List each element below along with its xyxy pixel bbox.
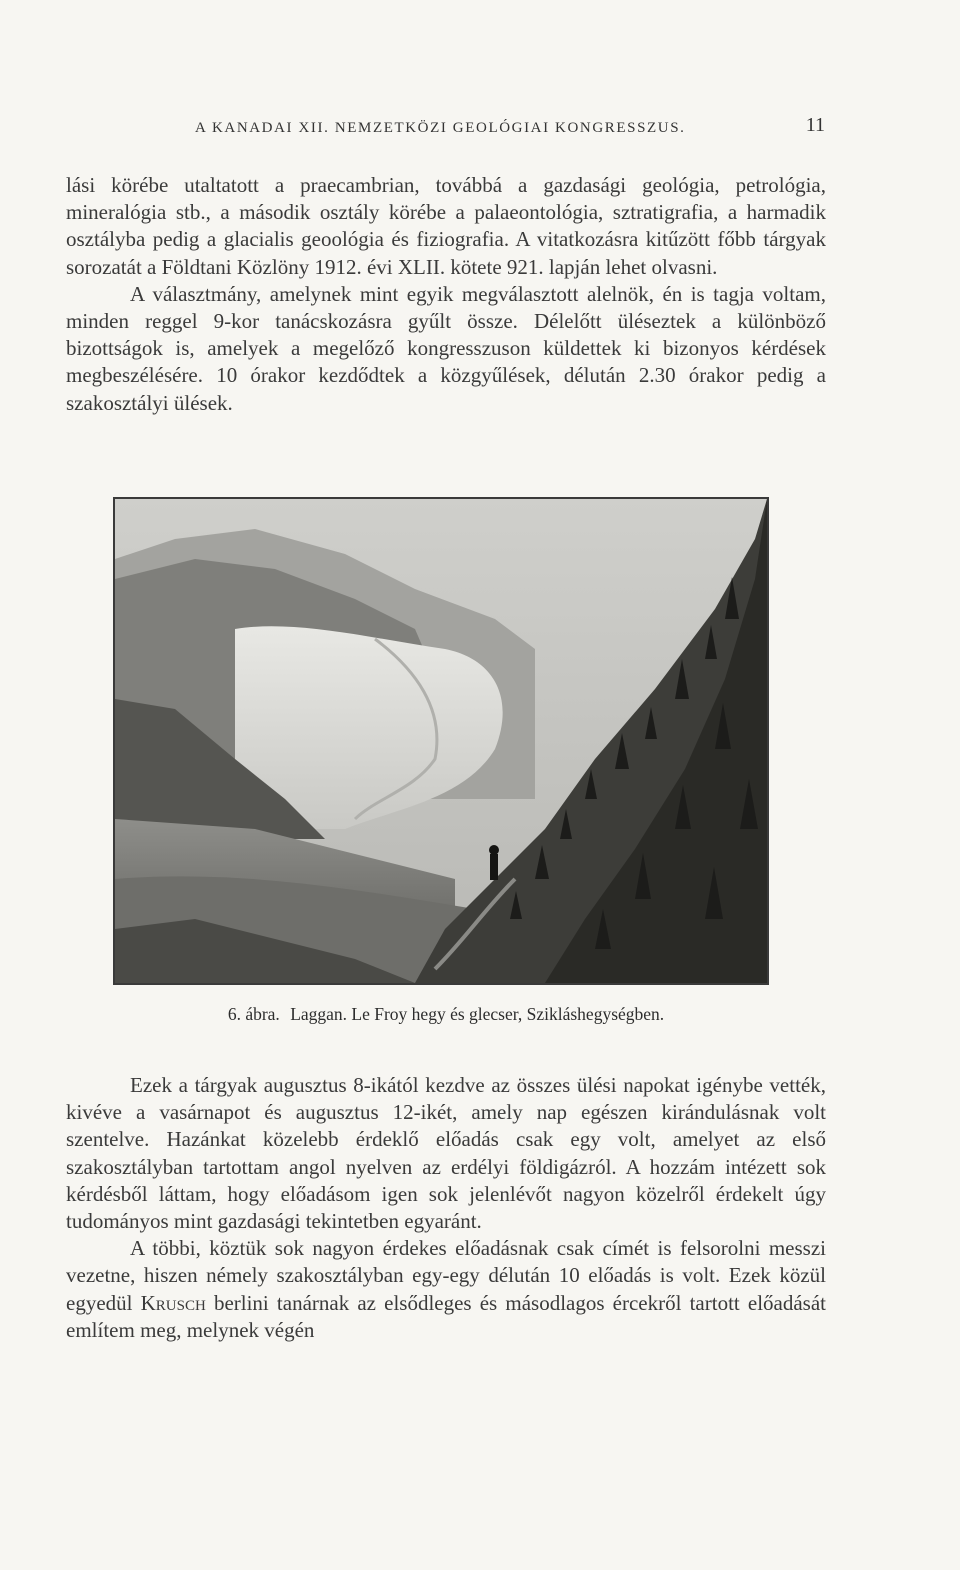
caption-text: Laggan. Le Froy hegy és glecser, Szikláshegységben. — [290, 1004, 665, 1024]
body-text-top — [66, 172, 826, 417]
paragraph-text: berlini tanárnak az elsődleges és másodlagos ércekről tartott előadását említem meg, melynek végén — [66, 1290, 826, 1342]
running-header — [195, 114, 825, 137]
body-text-bottom — [66, 1072, 826, 1344]
paragraph: Ezek a tárgyak augusztus 8-ikától kezdve az összes ülési napokat igénybe vették, kivéve a vasárnapot és augusztus 12-ikét, amely nap egészen kirándulásnak volt szentelve. Hazánkat közelebb érdeklő előadás csak egy volt, amelyet az első szakosztályban tartottam angol nyelven az erdélyi földigázról. A hozzám intézett sok kérdésből láttam, hogy előadásom igen sok jelenlévőt nagyon közelről érdekelt úgy tudományos mint gazdasági tekintetben egyaránt. — [66, 1073, 826, 1234]
figure-caption — [66, 1004, 826, 1025]
paragraph: lási körébe utaltatott a praecambrian, továbbá a gazdasági geológia, petrológia, mineralógia stb., a második osztály körébe a palaeontológia, sztratigrafia, a harmadik osztályba pedig a glacialis geoológia és fiziografia. A vitatkozásra kitűzött főbb tárgyak sorozatát a Földtani Közlöny 1912. évi XLII. kötete 921. lapján lehet olvasni. — [66, 173, 826, 279]
paragraph: A választmány, amelynek mint egyik megválasztott alelnök, én is tagja voltam, minden reggel 9-kor tanácskozásra gyűlt össze. Délelőtt üléseztek a különböző bizottságok is, amelyek a megelőző kongresszuson küldettek ki bizonyos kérdések megbeszélésére. 10 órakor kezdődtek a közgyűlések, délután 2.30 órakor pedig a szakosztályi ülések. — [66, 281, 826, 415]
paragraph-text: A többi, köztük sok nagyon érdekes előadásnak csak címét is felsorolni messzi vezetne, hiszen némely szakosztályban egy-egy délután 10 előadás is volt. Ezek közül egyedül — [66, 1236, 826, 1315]
mountain-glacier-photo-icon — [115, 499, 767, 983]
paragraph — [66, 1235, 826, 1344]
caption-number: 6. ábra. — [227, 1004, 280, 1024]
page-number: 11 — [805, 114, 825, 136]
running-title: A KANADAI XII. NEMZETKÖZI GEOLÓGIAI KONGRESSZUS. — [195, 120, 686, 136]
author-name: Krusch — [140, 1290, 206, 1315]
figure-photo — [113, 497, 769, 985]
